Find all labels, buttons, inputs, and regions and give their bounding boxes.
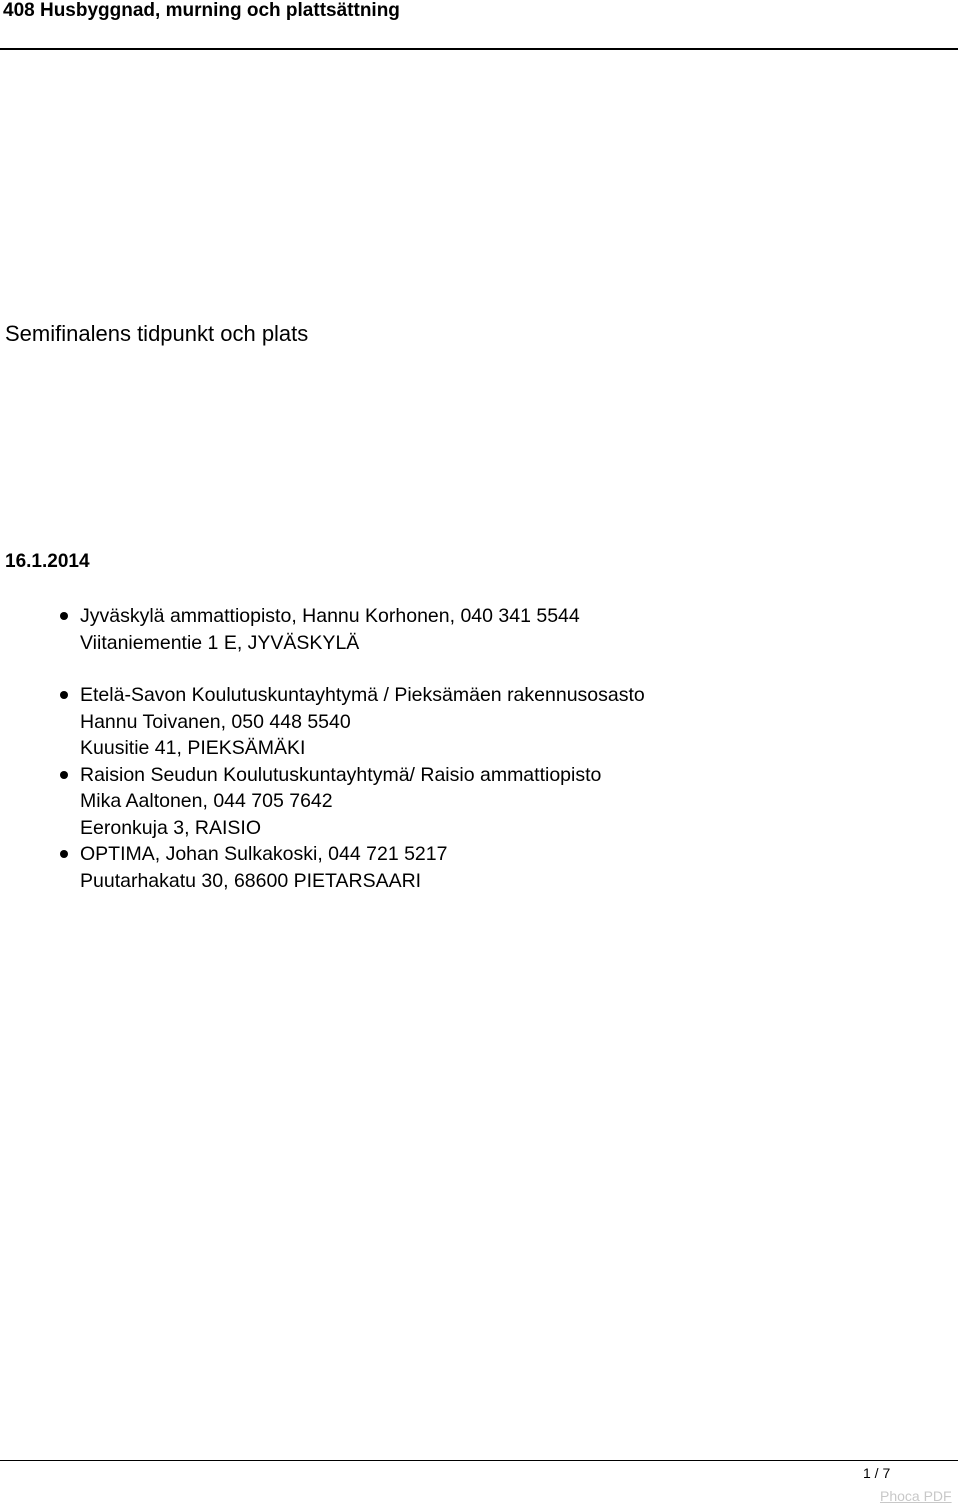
list-item-line: Viitaniementie 1 E, JYVÄSKYLÄ [80,631,360,654]
page-header-title: 408 Husbyggnad, murning och plattsättning [3,0,400,21]
header-divider [0,48,958,50]
contact-list-block [80,603,580,656]
contact-list-block [80,682,645,894]
list-item-line: Hannu Toivanen, 050 448 5540 [80,710,351,733]
list-item-line: Kuusitie 41, PIEKSÄMÄKI [80,737,306,759]
phoca-pdf-link[interactable]: Phoca PDF [880,1488,952,1504]
bullet-icon [60,612,68,620]
bullet-icon [60,691,68,699]
page-footer [0,1460,960,1504]
list-item [80,603,580,630]
bullet-icon [60,771,68,779]
list-item-line: Eeronkuja 3, RAISIO [80,816,262,839]
date-heading: 16.1.2014 [5,551,90,572]
list-item-line: Mika Aaltonen, 044 705 7642 [80,790,333,812]
list-item [80,841,645,868]
list-item [80,762,645,789]
list-item [80,682,645,709]
page-number: 1 / 7 [863,1465,891,1481]
article-title: Semifinalens tidpunkt och plats [5,321,309,346]
list-item-line: Puutarhakatu 30, 68600 PIETARSAARI [80,869,422,892]
footer-divider [0,1460,958,1461]
list-item-text: Raision Seudun Koulutuskuntayhtymä/ Raisio ammattiopisto [80,763,602,786]
list-item-text: Etelä-Savon Koulutuskuntayhtymä / Pieksämäen rakennusosasto [80,684,645,706]
list-item-text: Jyväskylä ammattiopisto, Hannu Korhonen, 040 341 5544 [80,605,580,627]
list-item-text: OPTIMA, Johan Sulkakoski, 044 721 5217 [80,843,448,865]
bullet-icon [60,850,68,858]
